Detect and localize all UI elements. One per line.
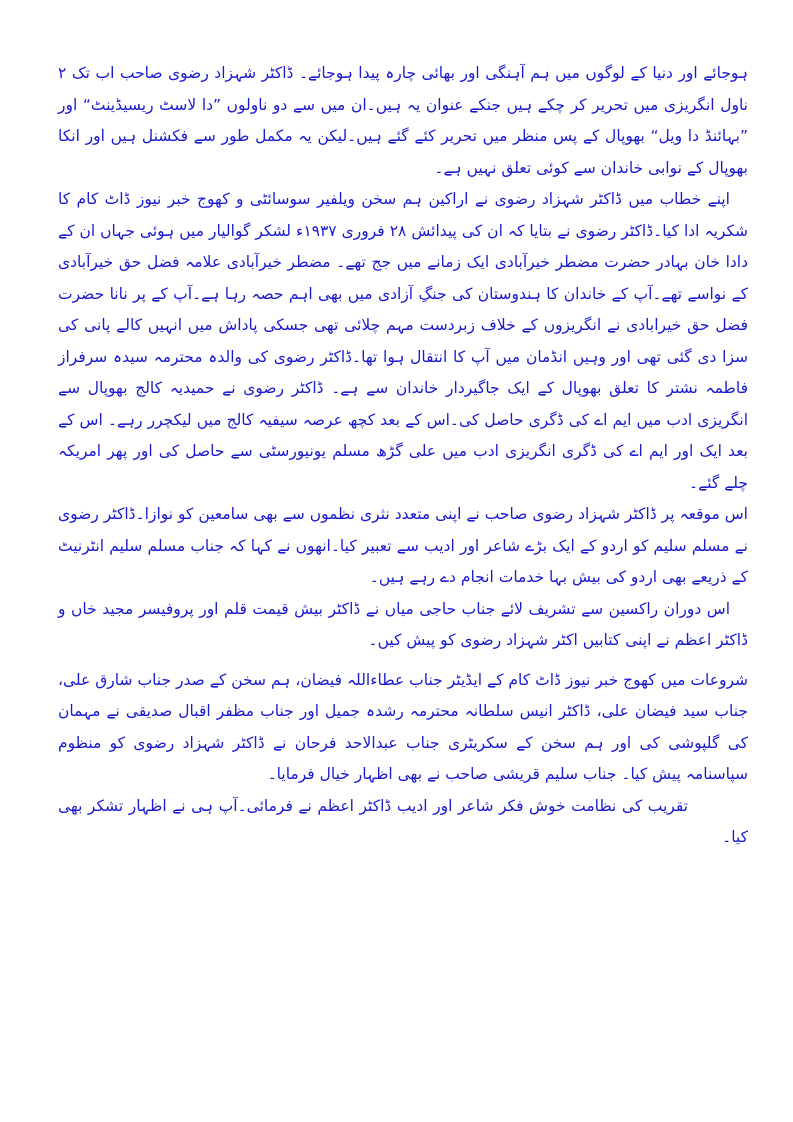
article-body <box>58 58 748 854</box>
paragraph-closing: تقریب کی نظامت خوش فکر شاعر اور ادیب ڈاکٹر اعظم نے فرمائی۔آپ ہی نے اظہار تشکر بھی کیا۔ <box>58 796 748 846</box>
paragraph-gifts: اس دوران راکسین سے تشریف لائے جناب حاجی میاں نے ڈاکٹر بیش قیمت قلم اور پروفیسر مجید خاں و ڈاکٹر اعظم نے اپنی کتابیں اکٹر شہزاد رضوی کو پیش کیں۔ <box>58 599 748 649</box>
paragraph-poems: اس موقعہ پر ڈاکٹر شہزاد رضوی صاحب نے اپنی متعدد نثری نظموں سے بھی سامعین کو نوازا۔ڈاکٹر رضوی نے مسلم سلیم کو اردو کے ایک بڑے شاعر اور ادیب سے تعبیر کیا۔انھوں نے کہا کہ جناب مسلم سلیم انٹرنیٹ کے ذریعے بھی اردو کی بیش بہا خدمات انجام دے رہے ہیں۔ <box>58 505 748 586</box>
paragraph-welcome: شروعات میں کھوج خبر نیوز ڈاٹ کام کے ایڈیٹر جناب عطاءاللہ فیضان، ہم سخن کے صدر جناب شارق علی، جناب سید فیضان علی، ڈاکٹر انیس سلطانہ محترمہ رشدہ جمیل اور جناب مظفر اقبال صدیقی نے مہمان کی گلپوشی کی اور ہم سخن کے سکریٹری جناب عبدالاحد فرحان نے ڈاکٹر شہزاد رضوی کو منظوم سپاسنامہ پیش کیا۔ جناب سلیم قریشی صاحب نے بھی اظہار خیال فرمایا۔ <box>58 670 748 783</box>
paragraph-intro: ہوجائے اور دنیا کے لوگوں میں ہم آہنگی اور بھائی چارہ پیدا ہوجائے۔ ڈاکٹر شہزاد رضوی صاحب اب تک ۲ ناول انگریزی میں تحریر کر چکے ہیں جنکے عنوان یہ ہیں۔ان میں سے دو ناولوں ”دا لاسٹ ریسیڈینٹ“ اور ”بہائنڈ دا ویل“ بھوپال کے پس منظر میں تحریر کئے گئے ہیں۔لیکن یہ مکمل طور سے فکشنل ہیں اور انکا بھوپال کے نوابی خاندان سے کوئی تعلق نہیں ہے۔ <box>58 64 748 177</box>
paragraph-biography: اپنے خطاب میں ڈاکٹر شہزاد رضوی نے اراکین ہم سخن ویلفیر سوسائٹی و کھوج خبر نیوز ڈاٹ کام کا شکریہ ادا کیا۔ڈاکٹر رضوی نے بتایا کہ ان کی پیدائش ۲۸ فروری ۱۹۳۷ء لشکر گوالیار میں ہوئی جہاں ان کے دادا خان بہادر حضرت مضطر خیرآبادی ایک زمانے میں جج تھے۔ مضطر خیرآبادی علامہ فضل حق خیرآبادی کے نواسے تھے۔آپ کے خاندان کا ہندوستان کی جنگِ آزادی میں بھی اہم حصہ رہا ہے۔آپ کے پر نانا حضرت فضل حق خیرابادی نے انگریزوں کے خلاف زبردست مہم چلائی تھی جسکی پاداش میں انہیں کالے پانی کی سزا دی گئی تھی اور وہیں انڈمان میں آپ کا انتقال ہوا تھا۔ڈاکٹر رضوی کی والدہ محترمہ سیدہ سرفراز فاطمہ نشتر کا تعلق بھوپال کے ایک جاگیردار خاندان سے ہے۔ ڈاکٹر رضوی نے حمیدیہ کالج بھوپال سے انگریزی ادب میں ایم اے کی ڈگری حاصل کی۔اس کے بعد کچھ عرصہ سیفیہ کالج میں لیکچرر رہے۔ اس کے بعد ایک اور ایم اے کی ڈگری انگریزی ادب میں علی گڑھ مسلم یونیورسٹی سے حاصل کی اور پھر امریکہ چلے گئے۔ <box>58 190 748 492</box>
